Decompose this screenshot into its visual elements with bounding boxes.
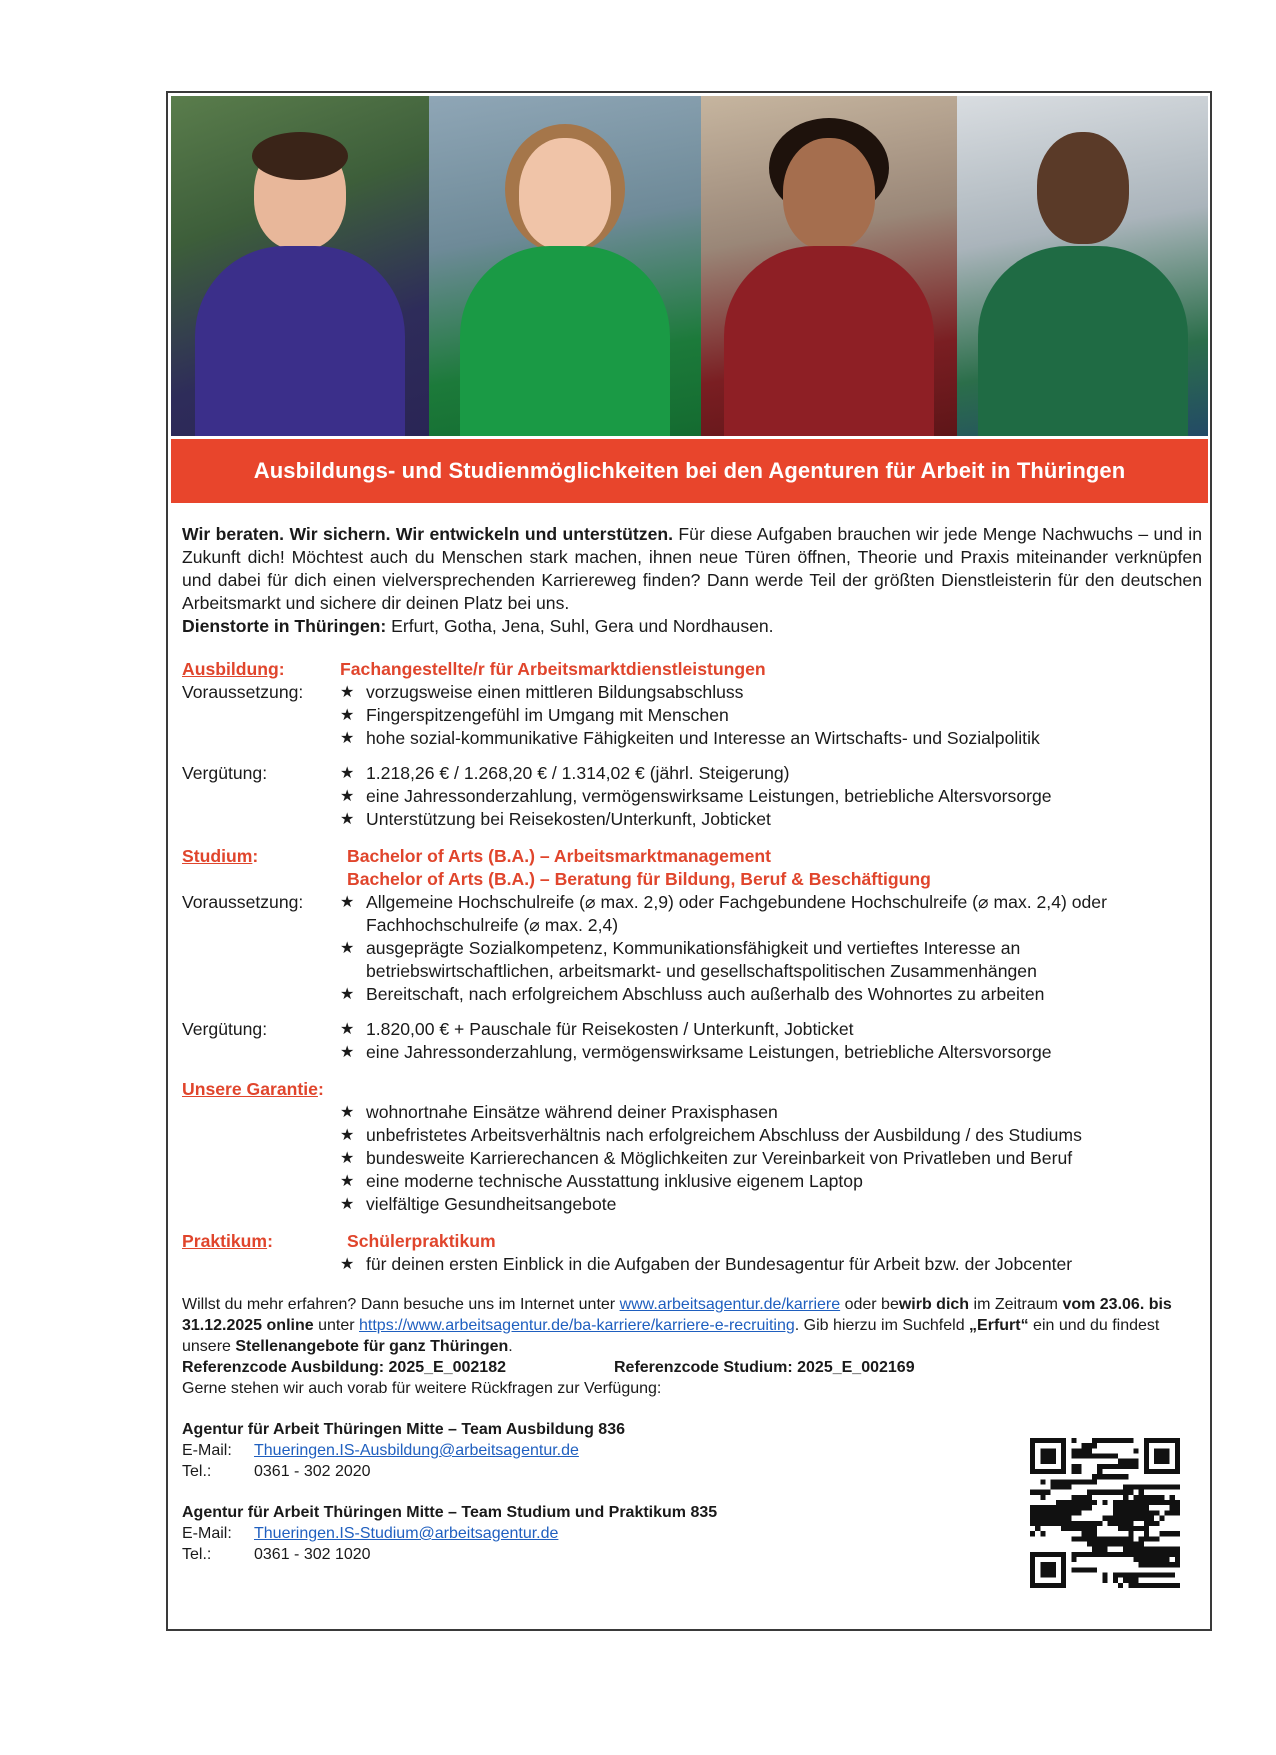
- email-label: E-Mail:: [182, 1525, 232, 1542]
- ausbildung-pay: [182, 762, 1202, 831]
- praktikum-label-cell: [182, 1230, 347, 1253]
- star-icon: ★: [340, 1196, 355, 1213]
- list-item: [340, 681, 1202, 704]
- person-torso: [195, 246, 405, 436]
- person-hair: [252, 132, 348, 180]
- garantie-row: [182, 1101, 1202, 1216]
- list-item: [340, 727, 1202, 750]
- list-item: [340, 704, 1202, 727]
- list-item-text: eine moderne technische Ausstattung inklusive eigenem Laptop: [366, 1171, 863, 1191]
- intro-lead: Wir beraten. Wir sichern. Wir entwickeln und unterstützen.: [182, 524, 673, 544]
- intro-paragraph: [182, 523, 1202, 615]
- person-head: [783, 138, 875, 250]
- list-item-text: Fingerspitzengefühl im Umgang mit Menschen: [366, 705, 729, 725]
- list-item: [340, 1193, 1202, 1216]
- ausbildung-requirements: [182, 681, 1202, 750]
- star-icon: ★: [340, 1044, 355, 1061]
- list-item: [340, 1101, 1202, 1124]
- praktikum-colon: :: [267, 1231, 273, 1251]
- list-item-text: für deinen ersten Einblick in die Aufgaben der Bundesagentur für Arbeit bzw. der Jobcenter: [366, 1254, 1073, 1274]
- ausbildung-header: [182, 658, 1202, 681]
- praktikum-list: [340, 1253, 1202, 1276]
- studium-colon: :: [252, 846, 259, 866]
- list-item-text: unbefristetes Arbeitsverhältnis nach erfolgreichem Abschluss der Ausbildung / des Studiums: [366, 1125, 1082, 1145]
- list-item-text: bundesweite Karrierechancen & Möglichkeiten zur Vereinbarkeit von Privatleben und Beruf: [366, 1148, 1073, 1168]
- flyer-content: [182, 523, 1202, 1565]
- praktikum-header: [182, 1230, 1202, 1253]
- person-torso: [460, 246, 670, 436]
- contact-tel: 0361 - 302 2020: [254, 1463, 371, 1480]
- flyer-frame: [166, 91, 1212, 1631]
- list-item-text: vielfältige Gesundheitsangebote: [366, 1194, 617, 1214]
- list-item-text: ausgeprägte Sozialkompetenz, Kommunikationsfähigkeit und vertieftes Interesse an betriebswirtschaftlichen, arbeitsmarkt- und gesellschaftspolitischen Zusammenhängen: [366, 938, 1037, 981]
- star-icon: ★: [340, 986, 355, 1003]
- list-item: [340, 1018, 1202, 1041]
- info-text: oder be: [840, 1296, 899, 1313]
- garantie-label: Unsere Garantie: [182, 1079, 318, 1099]
- star-icon: ★: [340, 1127, 355, 1144]
- info-text: unter: [313, 1317, 359, 1334]
- praktikum-section: [182, 1230, 1202, 1276]
- star-icon: ★: [340, 765, 355, 782]
- contact-tel: 0361 - 302 1020: [254, 1546, 371, 1563]
- studium-pay-label: Vergütung:: [182, 1019, 268, 1039]
- person-head: [519, 138, 611, 250]
- list-item: [340, 937, 1202, 983]
- ausbildung-req-label: Voraussetzung:: [182, 682, 304, 702]
- praktikum-label: Praktikum: [182, 1231, 268, 1251]
- star-icon: ★: [340, 730, 355, 747]
- qr-code-icon[interactable]: [1030, 1438, 1180, 1588]
- ref-code-ausbildung: Referenzcode Ausbildung: 2025_E_002182: [182, 1359, 506, 1376]
- e-recruiting-link[interactable]: https://www.arbeitsagentur.de/ba-karriere/karriere-e-recruiting: [359, 1317, 795, 1334]
- list-item: [340, 1041, 1202, 1064]
- person-head: [1037, 132, 1129, 244]
- person-torso: [978, 246, 1188, 436]
- star-icon: ★: [340, 1150, 355, 1167]
- star-icon: ★: [340, 707, 355, 724]
- title-banner: Ausbildungs- und Studienmöglichkeiten bei den Agenturen für Arbeit in Thüringen: [171, 439, 1208, 503]
- list-item: [340, 808, 1202, 831]
- studium-req-label: Voraussetzung:: [182, 892, 304, 912]
- list-item: [340, 1170, 1202, 1193]
- info-text: ein und du findest unsere: [182, 1317, 1160, 1355]
- questions-text: Gerne stehen wir auch vorab für weitere Rückfragen zur Verfügung:: [182, 1380, 662, 1397]
- info-period: vom 23.06. bis 31.12.2025 online: [182, 1296, 1172, 1334]
- star-icon: ★: [340, 1021, 355, 1038]
- studium-title-2: Bachelor of Arts (B.A.) – Beratung für Bildung, Beruf & Beschäftigung: [347, 869, 931, 889]
- studium-label: Studium: [182, 846, 253, 866]
- reference-codes: [182, 1357, 1187, 1378]
- photo-woman-red-jacket: [701, 96, 957, 436]
- contact-email-link[interactable]: Thueringen.IS-Ausbildung@arbeitsagentur.de: [254, 1442, 579, 1459]
- garantie-section: [182, 1078, 1202, 1216]
- qr-code-graphic: [1030, 1438, 1180, 1588]
- info-bold: Stellenangebote für ganz Thüringen: [235, 1338, 509, 1355]
- studium-header: [182, 845, 1202, 891]
- list-item: [340, 762, 1202, 785]
- list-item-text: 1.820,00 € + Pauschale für Reisekosten / Unterkunft, Jobticket: [366, 1019, 854, 1039]
- praktikum-title: Schülerpraktikum: [347, 1231, 496, 1251]
- star-icon: ★: [340, 811, 355, 828]
- garantie-label-cell: [182, 1078, 1202, 1101]
- locations-line: [182, 615, 1202, 638]
- studium-label-cell: [182, 845, 347, 891]
- list-item-text: wohnortnahe Einsätze während deiner Praxisphasen: [366, 1102, 778, 1122]
- photo-man-green-shirt: [957, 96, 1208, 436]
- list-item: [340, 983, 1202, 1006]
- star-icon: ★: [340, 1173, 355, 1190]
- garantie-list: [340, 1101, 1202, 1216]
- contact-title: Agentur für Arbeit Thüringen Mitte – Team Studium und Praktikum 835: [182, 1504, 718, 1521]
- tel-label: Tel.:: [182, 1546, 212, 1563]
- list-item-text: Unterstützung bei Reisekosten/Unterkunft, Jobticket: [366, 809, 771, 829]
- ausbildung-title: Fachangestellte/r für Arbeitsmarktdienstleistungen: [340, 659, 766, 679]
- tel-label: Tel.:: [182, 1463, 212, 1480]
- studium-title-1: Bachelor of Arts (B.A.) – Arbeitsmarktmanagement: [347, 846, 771, 866]
- info-paragraph: [182, 1294, 1187, 1357]
- studium-titles: [347, 845, 931, 891]
- list-item-text: 1.218,26 € / 1.268,20 € / 1.314,02 € (jährl. Steigerung): [366, 763, 790, 783]
- ausbildung-req-list: [340, 681, 1202, 750]
- email-label: E-Mail:: [182, 1442, 232, 1459]
- list-item: [340, 1124, 1202, 1147]
- info-text: . Gib hierzu im Suchfeld: [794, 1317, 970, 1334]
- star-icon: ★: [340, 1104, 355, 1121]
- studium-section: [182, 845, 1202, 1064]
- star-icon: ★: [340, 684, 355, 701]
- ausbildung-colon: :: [278, 659, 285, 679]
- locations-label: Dienstorte in Thüringen:: [182, 616, 387, 636]
- list-item: [340, 1147, 1202, 1170]
- list-item: [340, 891, 1202, 937]
- photo-woman-green-top: [429, 96, 701, 436]
- ref-code-studium: Referenzcode Studium: 2025_E_002169: [614, 1359, 915, 1376]
- star-icon: ★: [340, 894, 355, 911]
- praktikum-row: [182, 1253, 1202, 1276]
- star-icon: ★: [340, 940, 355, 957]
- studium-requirements: [182, 891, 1202, 1006]
- list-item-text: hohe sozial-kommunikative Fähigkeiten und Interesse an Wirtschafts- und Sozialpolitik: [366, 728, 1040, 748]
- studium-pay-list: [340, 1018, 1202, 1064]
- list-item-text: Bereitschaft, nach erfolgreichem Abschluss auch außerhalb des Wohnortes zu arbeiten: [366, 984, 1045, 1004]
- list-item: [340, 1253, 1202, 1276]
- ausbildung-pay-label: Vergütung:: [182, 763, 268, 783]
- contact-email-link[interactable]: Thueringen.IS-Studium@arbeitsagentur.de: [254, 1525, 559, 1542]
- contact-title: Agentur für Arbeit Thüringen Mitte – Team Ausbildung 836: [182, 1421, 625, 1438]
- locations-text: Erfurt, Gotha, Jena, Suhl, Gera und Nordhausen.: [386, 616, 774, 636]
- ausbildung-pay-list: [340, 762, 1202, 831]
- list-item: [340, 785, 1202, 808]
- karriere-link[interactable]: www.arbeitsagentur.de/karriere: [619, 1296, 841, 1313]
- studium-pay: [182, 1018, 1202, 1064]
- ausbildung-label: Ausbildung: [182, 659, 279, 679]
- ausbildung-label-cell: [182, 658, 340, 681]
- photo-young-man-purple-jacket: [171, 96, 429, 436]
- intro-text: Für diese Aufgaben brauchen wir jede Menge Nachwuchs – und in Zukunft dich! Möchtest auch du Menschen stark machen, ihnen neue Türen öffnen, Theorie und Praxis miteinander verknüpfen und dabei für dich einen vielversprechenden Karriereweg finden? Dann werde Teil der größten Dienstleisterin für den deutschen Arbeitsmarkt und sichere dir deinen Platz bei uns.: [182, 524, 1202, 613]
- info-text: Willst du mehr erfahren? Dann besuche uns im Internet unter: [182, 1296, 620, 1313]
- list-item-text: eine Jahressonderzahlung, vermögenswirksame Leistungen, betriebliche Altersvorsorge: [366, 1042, 1052, 1062]
- info-text: im Zeitraum: [969, 1296, 1058, 1313]
- studium-req-list: [340, 891, 1202, 1006]
- intro-section: [182, 523, 1202, 638]
- list-item-text: vorzugsweise einen mittleren Bildungsabschluss: [366, 682, 744, 702]
- star-icon: ★: [340, 788, 355, 805]
- info-text: .: [508, 1338, 513, 1355]
- list-item-text: eine Jahressonderzahlung, vermögenswirksame Leistungen, betriebliche Altersvorsorge: [366, 786, 1052, 806]
- info-search-term: „Erfurt“: [969, 1317, 1029, 1334]
- star-icon: ★: [340, 1256, 355, 1273]
- ausbildung-section: [182, 658, 1202, 831]
- header-photo-strip: [171, 96, 1208, 436]
- garantie-spacer: [182, 1101, 340, 1216]
- garantie-colon: :: [317, 1079, 324, 1099]
- praktikum-spacer: [182, 1253, 340, 1276]
- person-torso: [724, 246, 934, 436]
- list-item-text: Allgemeine Hochschulreife (⌀ max. 2,9) oder Fachgebundene Hochschulreife (⌀ max. 2,4) oder Fachhochschulreife (⌀ max. 2,4): [366, 892, 1107, 935]
- info-bold: wirb dich: [898, 1296, 970, 1313]
